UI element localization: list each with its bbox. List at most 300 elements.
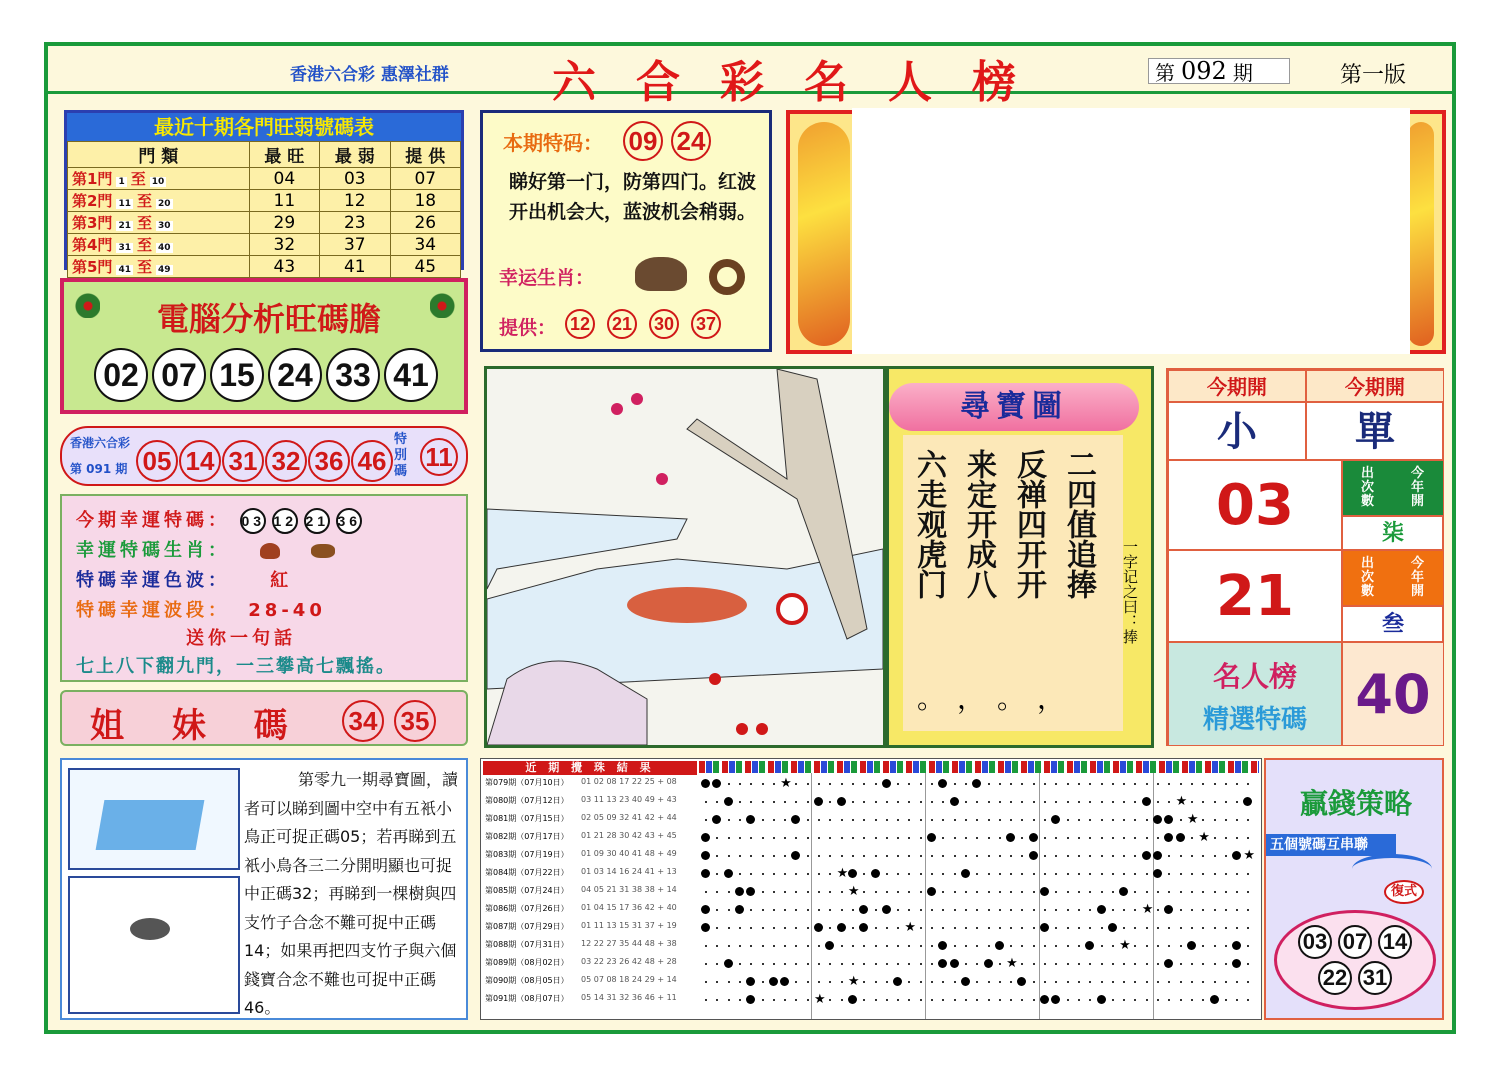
- chart-empty-mark: [886, 981, 888, 983]
- door-to: 30: [157, 221, 171, 231]
- chart-empty-mark: [999, 855, 1001, 857]
- head-parity: 今期開: [1306, 370, 1444, 402]
- computer-ball: 02: [94, 348, 148, 402]
- chart-empty-mark: [807, 837, 809, 839]
- chart-empty-mark: [908, 819, 910, 821]
- chart-empty-mark: [807, 873, 809, 875]
- chart-empty-mark: [1067, 945, 1069, 947]
- chart-hit-mark: [1243, 797, 1252, 806]
- chart-empty-mark: [1033, 783, 1035, 785]
- chart-hit-mark: [859, 905, 868, 914]
- chart-special-mark: ★: [847, 974, 860, 989]
- chart-empty-mark: [886, 801, 888, 803]
- chart-hit-mark: [848, 995, 857, 1004]
- provide-label: 提供：: [499, 317, 557, 339]
- chart-empty-mark: [728, 927, 730, 929]
- chart-empty-mark: [942, 999, 944, 1001]
- chart-empty-mark: [773, 927, 775, 929]
- club-name: 香港六合彩 惠澤社群: [290, 65, 449, 85]
- chart-empty-mark: [1214, 909, 1216, 911]
- chart-empty-mark: [795, 945, 797, 947]
- chart-empty-mark: [920, 981, 922, 983]
- chart-empty-mark: [807, 927, 809, 929]
- chart-empty-mark: [1180, 909, 1182, 911]
- chart-empty-mark: [1055, 927, 1057, 929]
- chart-hit-mark: [848, 869, 857, 878]
- chart-empty-mark: [1123, 963, 1125, 965]
- chart-empty-mark: [863, 999, 865, 1001]
- col-hot: 最 旺: [249, 142, 319, 168]
- chart-hit-mark: [1232, 959, 1241, 968]
- chart-empty-mark: [976, 945, 978, 947]
- chart-empty-mark: [920, 999, 922, 1001]
- chart-empty-mark: [954, 819, 956, 821]
- chart-empty-mark: [1078, 999, 1080, 1001]
- chart-hit-mark: [712, 815, 721, 824]
- chart-empty-mark: [1214, 891, 1216, 893]
- lucky-row3-label: 特碼幸運色波：: [76, 570, 230, 591]
- chart-empty-mark: [852, 855, 854, 857]
- door-row: [68, 256, 461, 278]
- chart-empty-mark: [829, 909, 831, 911]
- chart-period: 第085期（07月24日）: [485, 886, 569, 895]
- chart-empty-mark: [784, 837, 786, 839]
- chart-empty-mark: [841, 909, 843, 911]
- chart-empty-mark: [1191, 963, 1193, 965]
- chart-empty-mark: [818, 855, 820, 857]
- chart-hit-mark: [814, 797, 823, 806]
- chart-empty-mark: [1123, 981, 1125, 983]
- chart-empty-mark: [920, 891, 922, 893]
- chart-empty-mark: [1134, 855, 1136, 857]
- chart-empty-mark: [897, 963, 899, 965]
- chart-empty-mark: [1202, 909, 1204, 911]
- chart-empty-mark: [1021, 783, 1023, 785]
- chart-empty-mark: [908, 909, 910, 911]
- chart-empty-mark: [807, 981, 809, 983]
- chart-empty-mark: [976, 909, 978, 911]
- chart-empty-mark: [1101, 801, 1103, 803]
- chart-empty-mark: [762, 999, 764, 1001]
- edition-label: 第一版: [1340, 63, 1407, 88]
- chart-empty-mark: [1112, 801, 1114, 803]
- famous-sub-label: 精選特碼: [1202, 705, 1307, 735]
- chart-empty-mark: [976, 837, 978, 839]
- door-cold: 41: [320, 256, 390, 278]
- chart-special-mark: ★: [1141, 902, 1154, 917]
- chart-empty-mark: [908, 855, 910, 857]
- story-text: 第零九一期尋寶圖，讀者可以睇到圖中空中有五衹小鳥正可捉正碼05；若再睇到五衹小鳥各三二分開明顯也可捉中正碼32；再睇到一棵樹與四支竹子合念不難可捉中正碼14；如果再把四支竹子與六個錢寶合念不難也可捉中正碼46。: [244, 770, 459, 1017]
- chart-empty-mark: [1044, 981, 1046, 983]
- door-cell: [68, 256, 250, 278]
- chart-empty-mark: [886, 819, 888, 821]
- chart-numbers: 03 11 13 23 40 49 + 43: [581, 795, 677, 804]
- chart-empty-mark: [1180, 981, 1182, 983]
- chart-empty-mark: [829, 837, 831, 839]
- chart-empty-mark: [1146, 963, 1148, 965]
- computer-ball: 33: [326, 348, 380, 402]
- chart-empty-mark: [795, 873, 797, 875]
- computer-ball: 24: [268, 348, 322, 402]
- chart-empty-mark: [1067, 783, 1069, 785]
- chart-empty-mark: [829, 927, 831, 929]
- chart-empty-mark: [762, 963, 764, 965]
- chart-empty-mark: [750, 945, 752, 947]
- lucky-ball: 12: [272, 508, 298, 534]
- chart-empty-mark: [1089, 819, 1091, 821]
- chart-hit-mark: [1164, 959, 1173, 968]
- chart-empty-mark: [942, 927, 944, 929]
- chart-empty-mark: [1180, 855, 1182, 857]
- chart-hit-mark: [1051, 995, 1060, 1004]
- chart-empty-mark: [976, 981, 978, 983]
- chart-empty-mark: [1247, 909, 1249, 911]
- door-from: 1: [118, 177, 125, 187]
- chart-empty-mark: [1112, 855, 1114, 857]
- chart-hit-mark: [1153, 851, 1162, 860]
- chart-empty-mark: [762, 927, 764, 929]
- chart-empty-mark: [1202, 855, 1204, 857]
- chart-empty-mark: [1033, 945, 1035, 947]
- provide-ball: 12: [565, 309, 595, 339]
- rat-picture: [68, 876, 240, 1014]
- chart-empty-mark: [773, 909, 775, 911]
- chart-hit-mark: [724, 959, 733, 968]
- chart-empty-mark: [1044, 783, 1046, 785]
- special-code-label: 本期特码：: [503, 131, 603, 155]
- chart-period: 第091期（08月07日）: [485, 994, 569, 1003]
- chart-empty-mark: [886, 945, 888, 947]
- chart-empty-mark: [931, 819, 933, 821]
- chart-empty-mark: [762, 819, 764, 821]
- door-from: 11: [118, 199, 131, 209]
- treasure-title: 尋寶圖: [889, 383, 1139, 431]
- chart-empty-mark: [739, 963, 741, 965]
- chart-hit-mark: [1142, 797, 1151, 806]
- chart-empty-mark: [988, 999, 990, 1001]
- chart-empty-mark: [988, 873, 990, 875]
- chart-empty-mark: [1146, 927, 1148, 929]
- chart-empty-mark: [999, 999, 1001, 1001]
- chart-empty-mark: [1180, 945, 1182, 947]
- chart-empty-mark: [1134, 927, 1136, 929]
- chart-empty-mark: [1021, 873, 1023, 875]
- provide-ball: 37: [691, 309, 721, 339]
- chart-divider: [1039, 773, 1040, 1019]
- chart-empty-mark: [784, 927, 786, 929]
- chart-empty-mark: [1191, 999, 1193, 1001]
- story-panel: [60, 758, 468, 1020]
- chart-empty-mark: [762, 783, 764, 785]
- chart-empty-mark: [841, 891, 843, 893]
- chart-empty-mark: [1033, 873, 1035, 875]
- chart-empty-mark: [942, 891, 944, 893]
- chart-empty-mark: [1055, 909, 1057, 911]
- chart-empty-mark: [762, 837, 764, 839]
- chart-empty-mark: [1010, 945, 1012, 947]
- strategy-ball: 07: [1338, 925, 1372, 959]
- chart-empty-mark: [739, 783, 741, 785]
- chart-empty-mark: [716, 837, 718, 839]
- chart-empty-mark: [1202, 927, 1204, 929]
- chart-empty-mark: [920, 927, 922, 929]
- chart-empty-mark: [976, 819, 978, 821]
- chart-hit-mark: [724, 797, 733, 806]
- chart-empty-mark: [1191, 837, 1193, 839]
- col-pick: 提 供: [390, 142, 460, 168]
- chart-empty-mark: [762, 801, 764, 803]
- chart-empty-mark: [1225, 783, 1227, 785]
- last-draw-ball: 46: [351, 440, 393, 482]
- sister-ball: 34: [342, 700, 384, 742]
- chart-empty-mark: [931, 909, 933, 911]
- chart-empty-mark: [1021, 909, 1023, 911]
- chart-empty-mark: [1089, 855, 1091, 857]
- chart-empty-mark: [1123, 909, 1125, 911]
- size-value: 小: [1168, 402, 1306, 460]
- chart-empty-mark: [841, 981, 843, 983]
- chart-empty-mark: [1033, 981, 1035, 983]
- chart-empty-mark: [931, 963, 933, 965]
- door-pick: 34: [390, 234, 460, 256]
- special-panel: [480, 110, 772, 352]
- chart-special-mark: ★: [1175, 794, 1188, 809]
- chart-empty-mark: [762, 873, 764, 875]
- chart-empty-mark: [931, 855, 933, 857]
- chart-hit-mark: [1040, 887, 1049, 896]
- chart-empty-mark: [807, 801, 809, 803]
- chart-empty-mark: [1225, 909, 1227, 911]
- chart-empty-mark: [829, 981, 831, 983]
- chart-empty-mark: [1236, 927, 1238, 929]
- chart-empty-mark: [931, 873, 933, 875]
- chart-empty-mark: [897, 891, 899, 893]
- chart-empty-mark: [999, 981, 1001, 983]
- chart-empty-mark: [1225, 891, 1227, 893]
- chart-empty-mark: [908, 963, 910, 965]
- chart-empty-mark: [1202, 819, 1204, 821]
- issue-prefix: 第: [1155, 60, 1175, 85]
- chart-hit-mark: [701, 905, 710, 914]
- chart-empty-mark: [1078, 837, 1080, 839]
- chart-empty-mark: [1055, 891, 1057, 893]
- chart-empty-mark: [1202, 783, 1204, 785]
- chart-empty-mark: [1101, 855, 1103, 857]
- chart-empty-mark: [976, 873, 978, 875]
- chart-empty-mark: [1101, 963, 1103, 965]
- chart-empty-mark: [784, 801, 786, 803]
- chart-period: 第088期（07月31日）: [485, 940, 569, 949]
- chart-empty-mark: [1225, 945, 1227, 947]
- chart-empty-mark: [988, 909, 990, 911]
- chart-empty-mark: [931, 981, 933, 983]
- chart-empty-mark: [716, 801, 718, 803]
- col-cold: 最 弱: [320, 142, 390, 168]
- chart-empty-mark: [807, 891, 809, 893]
- chart-hit-mark: [1085, 941, 1094, 950]
- chart-empty-mark: [863, 819, 865, 821]
- chart-empty-mark: [705, 891, 707, 893]
- chart-empty-mark: [1168, 801, 1170, 803]
- chart-empty-mark: [1191, 801, 1193, 803]
- chart-empty-mark: [897, 837, 899, 839]
- chart-empty-mark: [1247, 945, 1249, 947]
- chart-empty-mark: [829, 783, 831, 785]
- chart-hit-mark: [814, 923, 823, 932]
- chart-empty-mark: [954, 981, 956, 983]
- chart-empty-mark: [965, 909, 967, 911]
- chart-empty-mark: [1055, 945, 1057, 947]
- chart-empty-mark: [773, 963, 775, 965]
- sister-panel: [60, 690, 468, 746]
- special-ball: 11: [420, 438, 458, 476]
- lucky-row6: 七上八下翻九門，一三攀高七飄搖。: [76, 656, 396, 677]
- chart-empty-mark: [1146, 819, 1148, 821]
- parity-value: 單: [1306, 402, 1444, 460]
- chart-empty-mark: [728, 819, 730, 821]
- chart-divider: [1153, 773, 1154, 1019]
- famous-box: [1168, 642, 1342, 746]
- chart-empty-mark: [1157, 927, 1159, 929]
- chart-empty-mark: [818, 963, 820, 965]
- chart-empty-mark: [965, 891, 967, 893]
- door-to-label: 至: [136, 192, 152, 210]
- chart-empty-mark: [1089, 891, 1091, 893]
- chart-empty-mark: [942, 873, 944, 875]
- chart-empty-mark: [1236, 909, 1238, 911]
- chart-hit-mark: [701, 851, 710, 860]
- chart-empty-mark: [1202, 801, 1204, 803]
- chart-empty-mark: [829, 963, 831, 965]
- door-to-label: 至: [136, 258, 152, 276]
- chart-hit-mark: [938, 779, 947, 788]
- chart-empty-mark: [784, 963, 786, 965]
- chart-empty-mark: [795, 891, 797, 893]
- chart-empty-mark: [1146, 999, 1148, 1001]
- chart-empty-mark: [1021, 891, 1023, 893]
- chart-empty-mark: [1123, 783, 1125, 785]
- chart-empty-mark: [818, 783, 820, 785]
- chart-empty-mark: [1055, 801, 1057, 803]
- chart-empty-mark: [773, 891, 775, 893]
- draw-history-chart: [480, 758, 1262, 1020]
- chart-empty-mark: [795, 981, 797, 983]
- chart-empty-mark: [1202, 873, 1204, 875]
- door-to-label: 至: [130, 170, 146, 188]
- chart-empty-mark: [705, 981, 707, 983]
- chart-empty-mark: [886, 963, 888, 965]
- chart-period: 第079期（07月10日）: [485, 778, 569, 787]
- chart-empty-mark: [773, 819, 775, 821]
- chart-divider: [811, 773, 812, 1019]
- computer-ball: 41: [384, 348, 438, 402]
- chart-empty-mark: [1191, 891, 1193, 893]
- chart-empty-mark: [818, 909, 820, 911]
- count-2: 叁: [1342, 606, 1444, 642]
- chart-empty-mark: [1067, 999, 1069, 1001]
- chart-hit-mark: [1029, 851, 1038, 860]
- chart-hit-mark: [1164, 815, 1173, 824]
- strategy-ball: 31: [1358, 961, 1392, 995]
- door-row: [68, 168, 461, 190]
- chart-empty-mark: [1101, 891, 1103, 893]
- chart-empty-mark: [1055, 963, 1057, 965]
- chart-empty-mark: [875, 999, 877, 1001]
- chart-empty-mark: [1067, 801, 1069, 803]
- chart-empty-mark: [1225, 927, 1227, 929]
- chart-empty-mark: [1033, 819, 1035, 821]
- ball-icon: [778, 595, 806, 623]
- count-1: 柒: [1342, 516, 1444, 550]
- chart-empty-mark: [728, 855, 730, 857]
- chart-empty-mark: [1010, 891, 1012, 893]
- chart-empty-mark: [897, 945, 899, 947]
- chart-empty-mark: [841, 837, 843, 839]
- chart-empty-mark: [1055, 981, 1057, 983]
- chart-empty-mark: [852, 909, 854, 911]
- door-hot: 11: [249, 190, 319, 212]
- strategy-balls: [1274, 910, 1436, 1010]
- chart-empty-mark: [1236, 999, 1238, 1001]
- chart-empty-mark: [1010, 783, 1012, 785]
- chart-empty-mark: [1168, 873, 1170, 875]
- chart-empty-mark: [1168, 783, 1170, 785]
- chart-hit-mark: [701, 923, 710, 932]
- chart-empty-mark: [999, 927, 1001, 929]
- chart-empty-mark: [908, 891, 910, 893]
- chart-empty-mark: [920, 819, 922, 821]
- chart-hit-mark: [1097, 905, 1106, 914]
- chart-empty-mark: [1078, 855, 1080, 857]
- chart-empty-mark: [762, 891, 764, 893]
- chart-empty-mark: [897, 927, 899, 929]
- chart-empty-mark: [852, 801, 854, 803]
- chart-empty-mark: [1010, 873, 1012, 875]
- chart-empty-mark: [841, 783, 843, 785]
- door-from: 41: [118, 265, 131, 275]
- door-hot: 43: [249, 256, 319, 278]
- chart-empty-mark: [897, 909, 899, 911]
- chart-empty-mark: [954, 783, 956, 785]
- chart-hit-mark: [791, 815, 800, 824]
- chart-empty-mark: [795, 837, 797, 839]
- chart-empty-mark: [1236, 783, 1238, 785]
- chart-empty-mark: [1067, 981, 1069, 983]
- chart-hit-mark: [893, 977, 902, 986]
- chart-empty-mark: [863, 963, 865, 965]
- horse-icon: [311, 544, 335, 558]
- door-table: [64, 110, 464, 277]
- chart-empty-mark: [875, 783, 877, 785]
- chart-empty-mark: [716, 945, 718, 947]
- col-door: 門 類: [68, 142, 250, 168]
- chart-empty-mark: [773, 837, 775, 839]
- chart-hit-mark: [927, 833, 936, 842]
- door-from: 31: [118, 243, 131, 253]
- door-hot: 29: [249, 212, 319, 234]
- door-label: 第5門: [72, 258, 113, 276]
- chart-empty-mark: [875, 927, 877, 929]
- chart-empty-mark: [1021, 963, 1023, 965]
- chart-empty-mark: [954, 999, 956, 1001]
- chart-hit-mark: [995, 941, 1004, 950]
- chart-empty-mark: [1089, 837, 1091, 839]
- chart-empty-mark: [931, 801, 933, 803]
- chart-empty-mark: [1112, 963, 1114, 965]
- chart-empty-mark: [1089, 999, 1091, 1001]
- chart-empty-mark: [999, 783, 1001, 785]
- chart-hit-mark: [1119, 887, 1128, 896]
